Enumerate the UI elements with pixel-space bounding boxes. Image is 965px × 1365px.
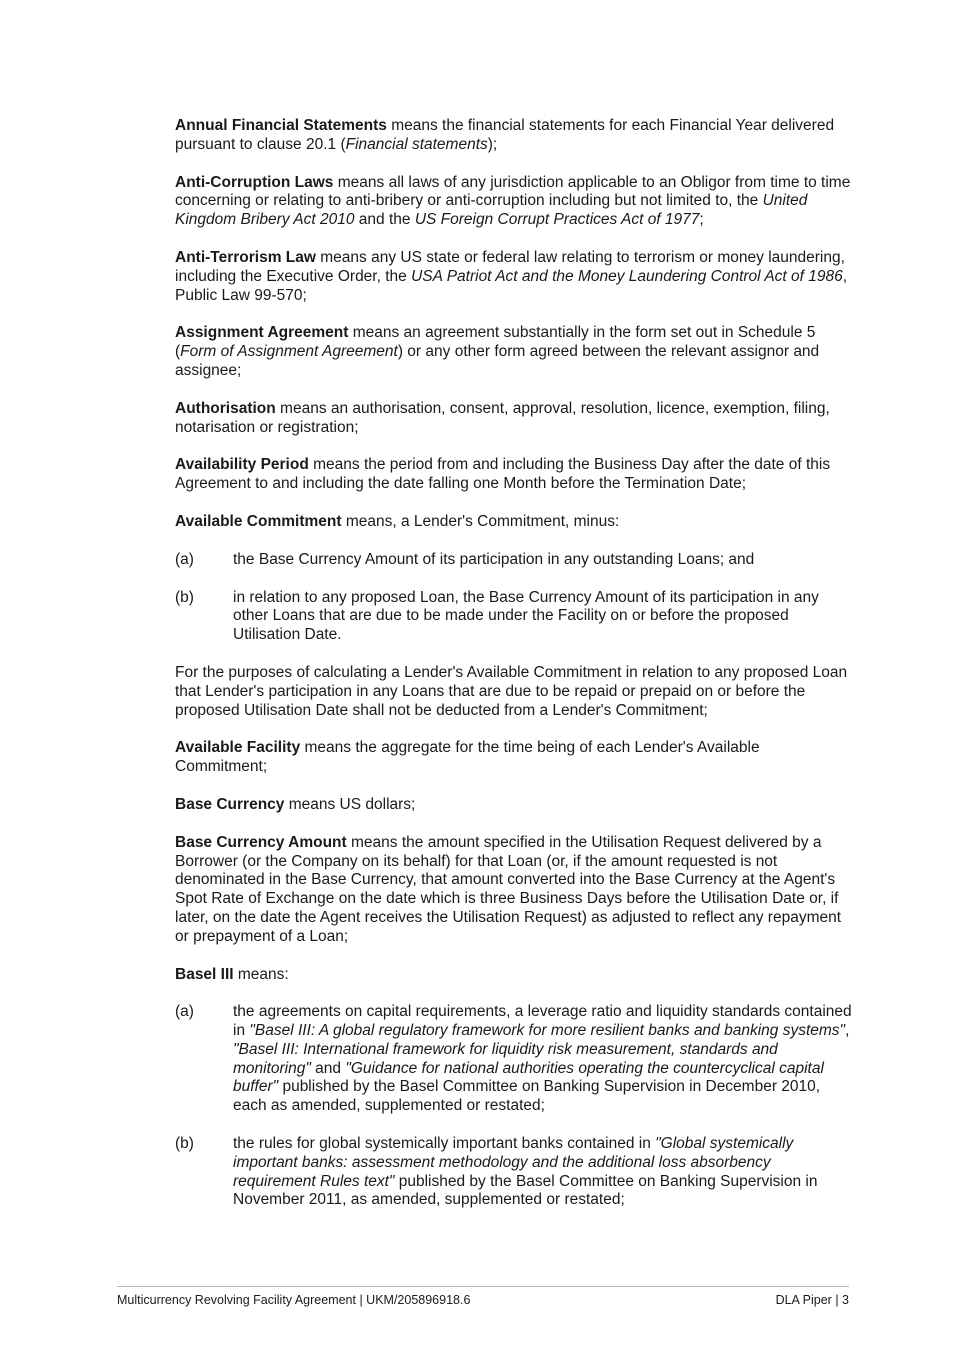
available-commitment-tail: For the purposes of calculating a Lender's Available Commitment in relation to any proposed Loan that Lender's participation in any Loans that are due to be repaid or prepaid on or before the proposed Utilisation Date shall not be deducted from a Lender's Commitment;	[175, 663, 848, 719]
clause-reference: Financial statements	[345, 135, 488, 153]
footer-page-number: DLA Piper | 3	[775, 1293, 849, 1307]
definition-available-facility: Available Facility means the aggregate for the time being of each Lender's Available Commitment;	[175, 739, 760, 776]
definition-base-currency-amount: Base Currency Amount means the amount specified in the Utilisation Request delivered by a Borrower (or the Company on its behalf) for that Loan (or, if the amount requested is not denominated in the Base Currency, that amount converted into the Base Currency at the Agent's Spot Rate of Exchange on the date which is three Business Days before the Utilisation Date or, if later, on the date the Agent receives the Utilisation Request) as adjusted to reflect any repayment or prepayment of a Loan;	[175, 833, 842, 945]
item-label: (a)	[175, 550, 194, 568]
item-label: (b)	[175, 1135, 194, 1153]
item-label: (a)	[175, 1003, 194, 1021]
definition-annual-financial-statements: Annual Financial Statements means the financial statements for each Financial Year delivered pursuant to clause 20.1 (Financial statements);	[175, 117, 835, 153]
term: Authorisation	[175, 399, 276, 417]
item-text: in relation to any proposed Loan, the Base Currency Amount of its participation in any other Loans that are due to be made under the Facility on or before the proposed Utilisation Date.	[233, 588, 819, 644]
definition-anti-corruption-laws: Anti-Corruption Laws means all laws of any jurisdiction applicable to an Obligor from time to time concerning or relating to anti-bribery or anti-corruption including but not limited to, the United Kingdom Bribery Act 2010 and the US Foreign Corrupt Practices Act of 1977;	[175, 173, 851, 229]
footer-document-ref: Multicurrency Revolving Facility Agreement | UKM/205896918.6	[117, 1293, 471, 1307]
item-text: the rules for global systemically important banks contained in "Global systemically important banks: assessment methodology and the additional loss absorbency requirement Rules text" published by the Basel Committee on Banking Supervision in November 2011, as amended, supplemented or restated;	[233, 1135, 818, 1209]
footer-divider	[117, 1286, 849, 1287]
item-text: the Base Currency Amount of its participation in any outstanding Loans; and	[233, 550, 755, 568]
definition-authorisation: Authorisation means an authorisation, consent, approval, resolution, licence, exemption, filing, notarisation or registration;	[175, 399, 830, 436]
term: Anti-Corruption Laws	[175, 173, 334, 191]
list-item	[175, 589, 853, 645]
definition-base-currency: Base Currency means US dollars;	[175, 795, 416, 813]
term: Anti-Terrorism Law	[175, 248, 316, 266]
term: Availability Period	[175, 456, 309, 474]
item-text: the agreements on capital requirements, a leverage ratio and liquidity standards contained in "Basel III: A global regulatory framework for more resilient banks and banking systems", "Basel III: International framework for liquidity risk measurement, standards and monitoring" and "Guidance for national authorities operating the countercyclical capital buffer" published by the Basel Committee on Banking Supervision in December 2010, each as amended, supplemented or restated;	[233, 1003, 852, 1115]
definition-basel-iii: Basel III means:	[175, 965, 289, 983]
list-item	[175, 1003, 853, 1116]
term: Available Facility	[175, 739, 301, 757]
page-footer	[117, 1293, 849, 1308]
definition-assignment-agreement: Assignment Agreement means an agreement substantially in the form set out in Schedule 5 (Form of Assignment Agreement) or any other form agreed between the relevant assignor and assignee;	[175, 324, 820, 379]
document-body	[175, 117, 853, 1229]
term: Base Currency Amount	[175, 833, 347, 851]
definition-anti-terrorism-law: Anti-Terrorism Law means any US state or federal law relating to terrorism or money laundering, including the Executive Order, the USA Patriot Act and the Money Laundering Control Act of 1986, Public Law 99-570;	[175, 248, 848, 304]
term: Available Commitment	[175, 512, 342, 530]
term: Assignment Agreement	[175, 324, 349, 342]
term: Basel III	[175, 965, 234, 983]
list-item	[175, 1135, 853, 1210]
term: Annual Financial Statements	[175, 117, 387, 134]
list-item	[175, 551, 853, 570]
item-label: (b)	[175, 588, 194, 606]
definition-available-commitment: Available Commitment means, a Lender's Commitment, minus:	[175, 512, 620, 530]
definition-availability-period: Availability Period means the period from and including the Business Day after the date of this Agreement to and including the date falling one Month before the Termination Date;	[175, 456, 831, 493]
term: Base Currency	[175, 795, 285, 813]
